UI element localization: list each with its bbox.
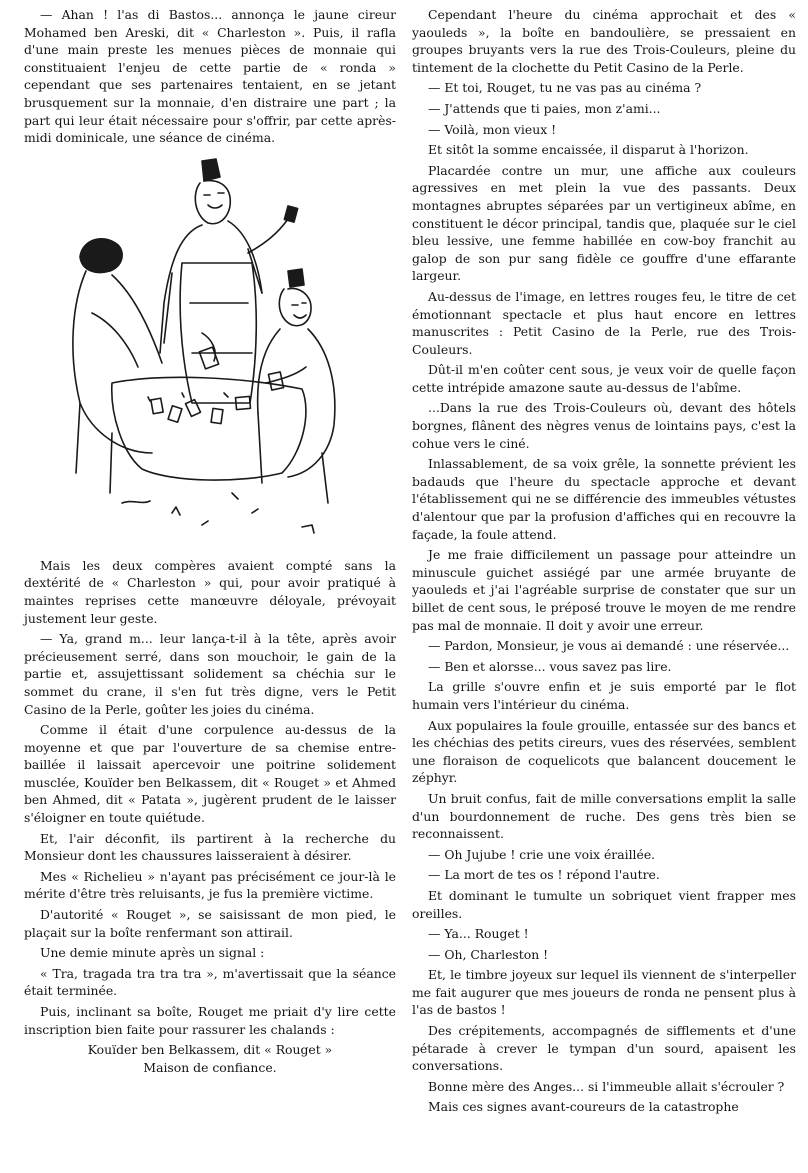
dialogue-line: — Ben et alorsse... vous savez pas lire. (428, 658, 672, 674)
paragraph: Je me fraie difficilement un passage pour atteindre un minuscule guichet assiégé par une armée bruyante de yaouleds et j'ai l'agréable surprise de constater que sur un billet de cent sous, le préposé trouve le moyen de me rendre pas mal de monnaie. Il doit y avoir une erreur. (412, 547, 796, 633)
paragraph: — Ahan ! l'as di Bastos... annonça le jaune cireur Mohamed ben Areski, dit « Charleston ». Puis, il rafla d'une main preste les menues pièces de monnaie qui constituaient l'enjeu de cette partie de « ronda » cependant que ses partenaires tentaient, en se jetant brusquement sur la monnaie, d'en distraire une part ; la part qui leur était nécessaire pour s'offrir, par cette après-midi dominicale, une séance de cinéma. (24, 7, 396, 146)
paragraph: Cependant l'heure du cinéma approchait et des « yaouleds », la boîte en bandoulière, se pressaient en groupes bruyants vers la rue des Trois-Couleurs, pleine du tintement de la clochette du Petit Casino de la Perle. (412, 7, 796, 75)
paragraph: Mais ces signes avant-coureurs de la catastrophe (428, 1099, 739, 1115)
card-players-sketch-icon (52, 153, 352, 551)
paragraph: Mes « Richelieu » n'ayant pas précisément ce jour-là le mérite d'être très reluisants, je fus la première victime. (24, 868, 396, 902)
dialogue-line: — Oh, Charleston ! (428, 946, 549, 962)
paragraph: La grille s'ouvre enfin et je suis emporté par le flot humain vers l'intérieur du cinéma. (412, 679, 796, 712)
paragraph: Et, l'air déconfit, ils partirent à la recherche du Monsieur dont les chaussures laisseraient à désirer. (24, 830, 396, 864)
dialogue-line: — Oh Jujube ! crie une voix éraillée. (428, 846, 656, 862)
card-players-illustration (52, 153, 352, 551)
paragraph: Dût-il m'en coûter cent sous, je veux voir de quelle façon cette intrépide amazone saute au-dessus de l'abîme. (412, 362, 796, 395)
paragraph: Aux populaires la foule grouille, entassée sur des bancs et les chéchias des petits cireurs, vues des réservées, semblent une floraison de coquelicots que balancent doucement le zéphyr. (412, 717, 796, 786)
paragraph: Comme il était d'une corpulence au-dessus de la moyenne et que par l'ouverture de sa chemise entre-baillée il laissait apercevoir une poitrine solidement musclée, Kouïder ben Belkassem, dit « Rouget » et Ahmed ben Ahmed, dit « Patata », jugèrent prudent de le laisser s'éloigner en toute quiétude. (24, 722, 396, 826)
paragraph: Inlassablement, de sa voix grêle, la sonnette prévient les badauds que l'heure du spectacle approche et devant l'établissement qui ne se différencie des immeubles vétustes d'alentour que par la profusion d'affiches qui en recouvre la façade, la foule attend. (412, 456, 796, 542)
paragraph: Mais les deux compères avaient compté sans la dextérité de « Charleston » qui, pour avoir pratiqué à maintes reprises cette manœuvre déloyale, prévoyait justement leur geste. (24, 557, 396, 626)
dialogue-line: — J'attends que ti paies, mon z'ami... (428, 100, 661, 116)
paragraph: Et sitôt la somme encaissée, il disparut à l'horizon. (428, 142, 749, 158)
dialogue-line: — Pardon, Monsieur, je vous ai demandé : une réservée... (428, 638, 790, 654)
sign-line: Kouïder ben Belkassem, dit « Rouget » (87, 1042, 333, 1058)
dialogue-line: — La mort de tes os ! répond l'autre. (428, 867, 660, 883)
paragraph: Puis, inclinant sa boîte, Rouget me priait d'y lire cette inscription bien faite pour rassurer les chalands : (24, 1004, 396, 1037)
paragraph: Un bruit confus, fait de mille conversations emplit la salle d'un bourdonnement de ruche. Des gens très bien se reconnaissent. (412, 790, 796, 842)
paragraph: D'autorité « Rouget », se saisissant de mon pied, le plaçait sur la boîte renfermant son attirail. (24, 907, 396, 940)
dialogue-line: — Voilà, mon vieux ! (428, 121, 557, 137)
paragraph: — Ya, grand m... leur lança-t-il à la tête, après avoir précieusement serré, dans son mouchoir, le gain de la partie et, assujettissant solidement sa chéchia sur le sommet du crane, il s'en fut très digne, vers le Petit Casino de la Perle, goûter les joies du cinéma. (24, 631, 396, 717)
paragraph: ...Dans la rue des Trois-Couleurs où, devant des hôtels borgnes, flânent des nègres venus de lointains pays, c'est la cohue vers le ciné. (412, 400, 796, 451)
paragraph: Des crépitements, accompagnés de sifflements et d'une pétarade à crever le tympan d'un sourd, apaisent les conversations. (412, 1023, 796, 1074)
paragraph: « Tra, tragada tra tra tra », m'avertissait que la séance était terminée. (24, 965, 396, 999)
paragraph: Une demie minute après un signal : (40, 945, 265, 961)
sign-line: Maison de confiance. (143, 1059, 277, 1075)
paragraph: Placardée contre un mur, une affiche aux couleurs agressives en met plein la vue des passants. Deux montagnes abruptes séparées par un vertigineux abîme, en constituent le décor principal, tandis que, plaquée sur le ciel bleu lessive, une femme habillée en cow-boy franchit au galop de son pur sang fidèle ce gouffre d'une effarante largeur. (412, 162, 796, 284)
paragraph: Bonne mère des Anges... si l'immeuble allait s'écrouler ? (428, 1078, 785, 1094)
right-column (412, 6, 796, 1119)
paragraph: Et, le timbre joyeux sur lequel ils viennent de s'interpeller me fait augurer que mes joueurs de ronda ne pensent plus à l'as de bastos ! (412, 967, 796, 1018)
paragraph: Et dominant le tumulte un sobriquet vient frapper mes oreilles. (412, 887, 796, 921)
dialogue-line: — Et toi, Rouget, tu ne vas pas au cinéma ? (428, 80, 702, 96)
dialogue-line: — Ya... Rouget ! (428, 926, 529, 942)
paragraph: Au-dessus de l'image, en lettres rouges feu, le titre de cet émotionnant spectacle et plus haut encore en lettres manuscrites : Petit Casino de la Perle, rue des Trois-Couleurs. (412, 288, 796, 357)
left-column (24, 6, 396, 1076)
